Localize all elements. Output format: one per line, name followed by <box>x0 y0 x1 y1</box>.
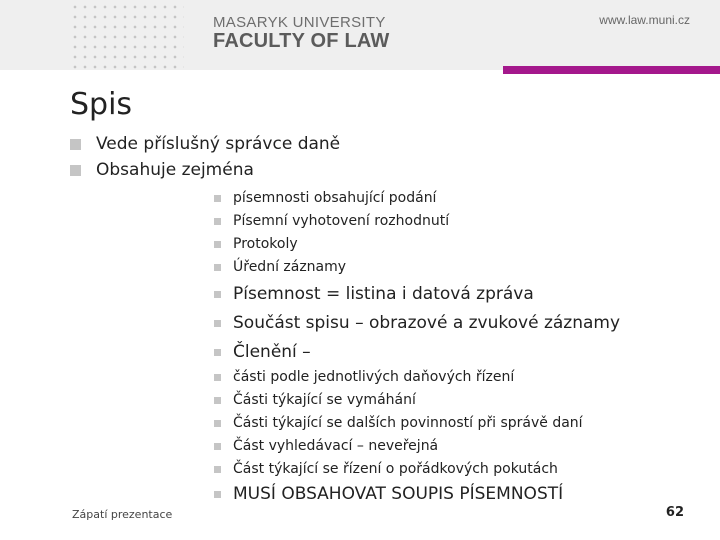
mid-bullet-item <box>214 342 311 362</box>
sub-bullet-item <box>214 392 416 408</box>
square-bullet-icon <box>214 397 221 404</box>
sub-bullet-item <box>214 213 449 229</box>
square-bullet-icon <box>214 420 221 427</box>
footer-text: Zápatí prezentace <box>72 508 173 521</box>
sub-bullet-text: Protokoly <box>233 236 298 252</box>
sub-bullet-item <box>214 438 438 454</box>
header-bar <box>0 0 720 70</box>
sub-bullet-item <box>214 461 558 477</box>
slide-title: Spis <box>70 87 133 122</box>
university-name: MASARYK UNIVERSITY <box>213 14 386 31</box>
website-url: www.law.muni.cz <box>599 13 690 27</box>
sub-bullet-text: Úřední záznamy <box>233 259 347 275</box>
sub-bullet-text: Část vyhledávací – neveřejná <box>233 438 439 454</box>
mid-bullet-item <box>214 313 620 333</box>
square-bullet-icon <box>214 374 221 381</box>
sub-bullet-text: části podle jednotlivých daňových řízení <box>233 369 515 385</box>
sub-bullet-item <box>214 190 436 206</box>
square-bullet-icon <box>214 491 221 498</box>
bullet-item <box>70 134 340 154</box>
square-bullet-icon <box>214 241 221 248</box>
bullet-text: Vede příslušný správce daně <box>96 134 341 154</box>
sub-bullet-item <box>214 369 514 385</box>
square-bullet-icon <box>70 165 81 176</box>
sub-bullet-text: Část týkající se řízení o pořádkových pokutách <box>233 461 558 477</box>
mid-bullet-item <box>214 284 534 304</box>
square-bullet-icon <box>214 349 221 356</box>
sub-bullet-item <box>214 259 346 275</box>
sub-bullet-text: písemnosti obsahující podání <box>233 190 437 206</box>
final-bullet-item <box>214 484 563 504</box>
bullet-text: Obsahuje zejména <box>96 160 254 180</box>
final-bullet-text: MUSÍ OBSAHOVAT SOUPIS PÍSEMNOSTÍ <box>233 484 564 504</box>
sub-bullet-text: Části týkající se dalších povinností při správě daní <box>233 415 583 431</box>
sub-bullet-text: Písemní vyhotovení rozhodnutí <box>233 213 450 229</box>
square-bullet-icon <box>214 264 221 271</box>
bullet-item <box>70 160 254 180</box>
sub-bullet-text: Části týkající se vymáhání <box>233 392 416 408</box>
square-bullet-icon <box>214 320 221 327</box>
sub-bullet-item <box>214 415 583 431</box>
mid-bullet-text: Součást spisu – obrazové a zvukové záznamy <box>233 313 621 333</box>
faculty-name: FACULTY OF LAW <box>213 30 390 52</box>
square-bullet-icon <box>70 139 81 150</box>
square-bullet-icon <box>214 443 221 450</box>
page-number: 62 <box>665 505 684 520</box>
square-bullet-icon <box>214 291 221 298</box>
sub-bullet-item <box>214 236 298 252</box>
mid-bullet-text: Písemnost = listina i datová zpráva <box>233 284 534 304</box>
accent-bar <box>503 66 720 74</box>
square-bullet-icon <box>214 195 221 202</box>
mid-bullet-text: Členění – <box>233 342 311 362</box>
square-bullet-icon <box>214 218 221 225</box>
logo-pattern-icon <box>68 0 184 70</box>
square-bullet-icon <box>214 466 221 473</box>
